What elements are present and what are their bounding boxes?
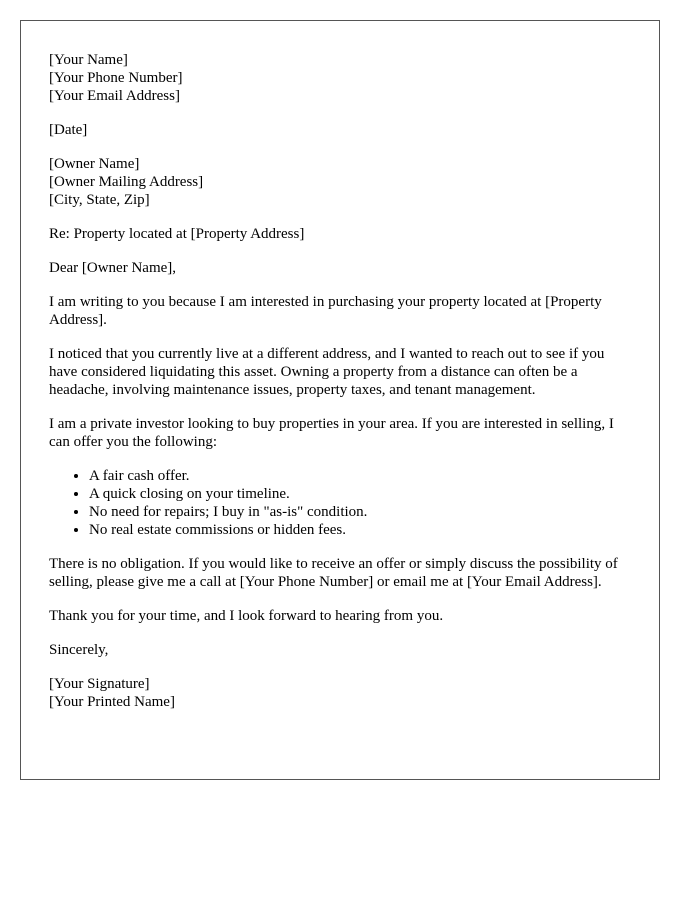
signature-block [49,675,631,711]
list-item: • A fair cash offer. [89,467,631,485]
salutation: Dear [Owner Name], [49,260,177,276]
recipient-block [49,155,631,209]
list-item: • No real estate commissions or hidden fees. [89,521,631,539]
subject-line: Re: Property located at [Property Address] [49,226,305,242]
sender-phone: [Your Phone Number] [49,70,183,86]
paragraph-context: I noticed that you currently live at a different address, and I wanted to reach out to see if you have considered liquidating this asset. Owning a property from a distance can often be a headache, involving maintenance issues, property taxes, and tenant management. [49,346,605,398]
letter-document [20,20,660,780]
signature: [Your Signature] [49,676,150,692]
paragraph-call-to-action: There is no obligation. If you would like to receive an offer or simply discuss the possibility of selling, please give me a call at [Your Phone Number] or email me at [Your Email Address]. [49,556,618,590]
paragraph-intro: I am writing to you because I am interested in purchasing your property located at [Property Address]. [49,294,602,328]
list-item: • A quick closing on your timeline. [89,485,631,503]
recipient-city: [City, State, Zip] [49,192,150,208]
closing: Sincerely, [49,642,109,658]
sender-block [49,51,631,105]
recipient-address: [Owner Mailing Address] [49,174,204,190]
paragraph-offer-intro: I am a private investor looking to buy properties in your area. If you are interested in selling, I can offer you the following: [49,416,614,450]
sender-name: [Your Name] [49,52,128,68]
sender-email: [Your Email Address] [49,88,180,104]
recipient-name: [Owner Name] [49,156,140,172]
printed-name: [Your Printed Name] [49,694,175,710]
paragraph-thanks: Thank you for your time, and I look forward to hearing from you. [49,608,444,624]
list-item: • No need for repairs; I buy in "as-is" condition. [89,503,631,521]
date-block [49,121,631,139]
letter-date: [Date] [49,122,88,138]
offer-list [49,467,631,539]
